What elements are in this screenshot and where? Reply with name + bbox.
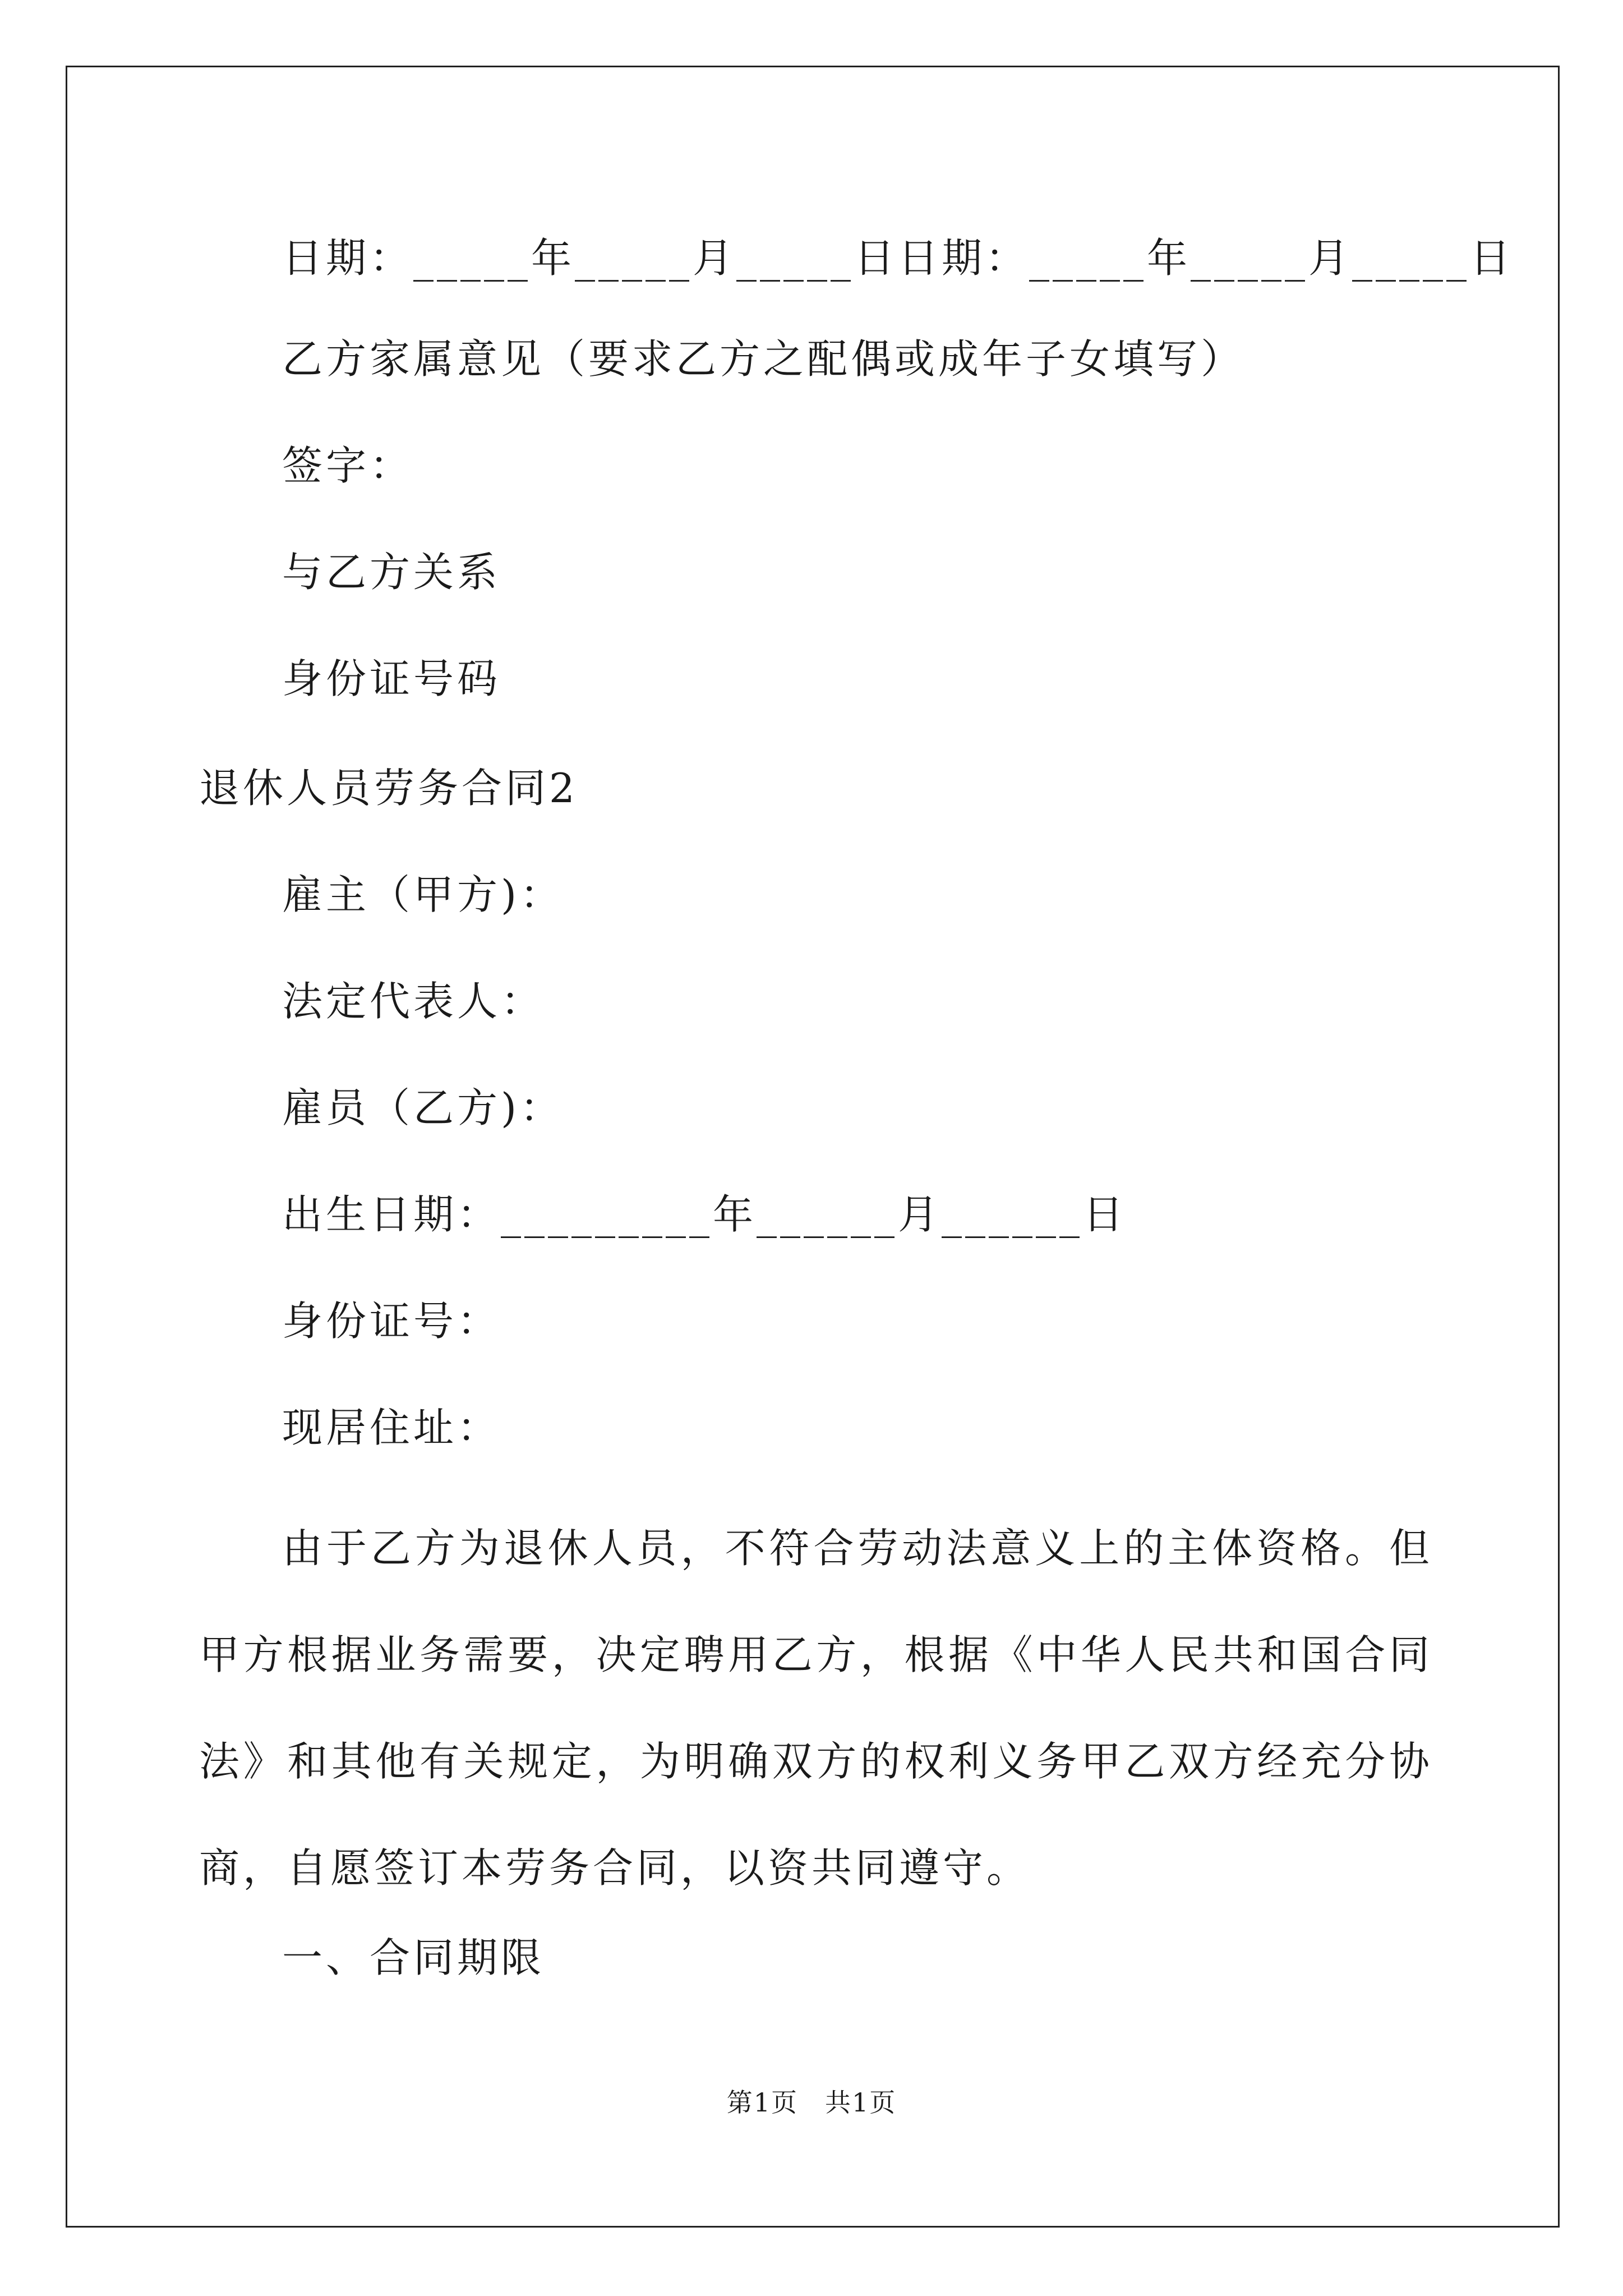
dates-line: 日期：_____年_____月_____日日期：_____年_____月_____日 — [282, 234, 1514, 282]
employee-line: 雇员（乙方)： — [282, 1084, 564, 1131]
id-no-line: 身份证号： — [282, 1297, 501, 1345]
section-one-heading: 一、合同期限 — [282, 1934, 545, 1981]
page-footer: 第1页 共1页 — [726, 2087, 897, 2118]
signature-line: 签字： — [282, 442, 414, 489]
legal-rep-line: 法定代表人： — [282, 978, 545, 1025]
address-line: 现居住址： — [282, 1404, 501, 1451]
birth-date-line: 出生日期：_________年______月______日 — [282, 1191, 1127, 1238]
family-opinion-line: 乙方家属意见（要求乙方之配偶或成年子女填写） — [282, 335, 1245, 383]
id-number-line: 身份证号码 — [282, 655, 501, 702]
relationship-line: 与乙方关系 — [282, 549, 501, 596]
employer-line: 雇主（甲方)： — [282, 871, 564, 918]
contract-title: 退休人员劳务合同2 — [199, 765, 578, 812]
intro-paragraph: 由于乙方为退休人员，不符合劳动法意义上的主体资格。但甲方根据业务需要，决定聘用乙方，根据《中华人民共和国合同法》和其他有关规定，为明确双方的权利义务甲乙双方经充分协商，自愿签订本劳务合同，以资共同遵守。 — [199, 1525, 1433, 1892]
